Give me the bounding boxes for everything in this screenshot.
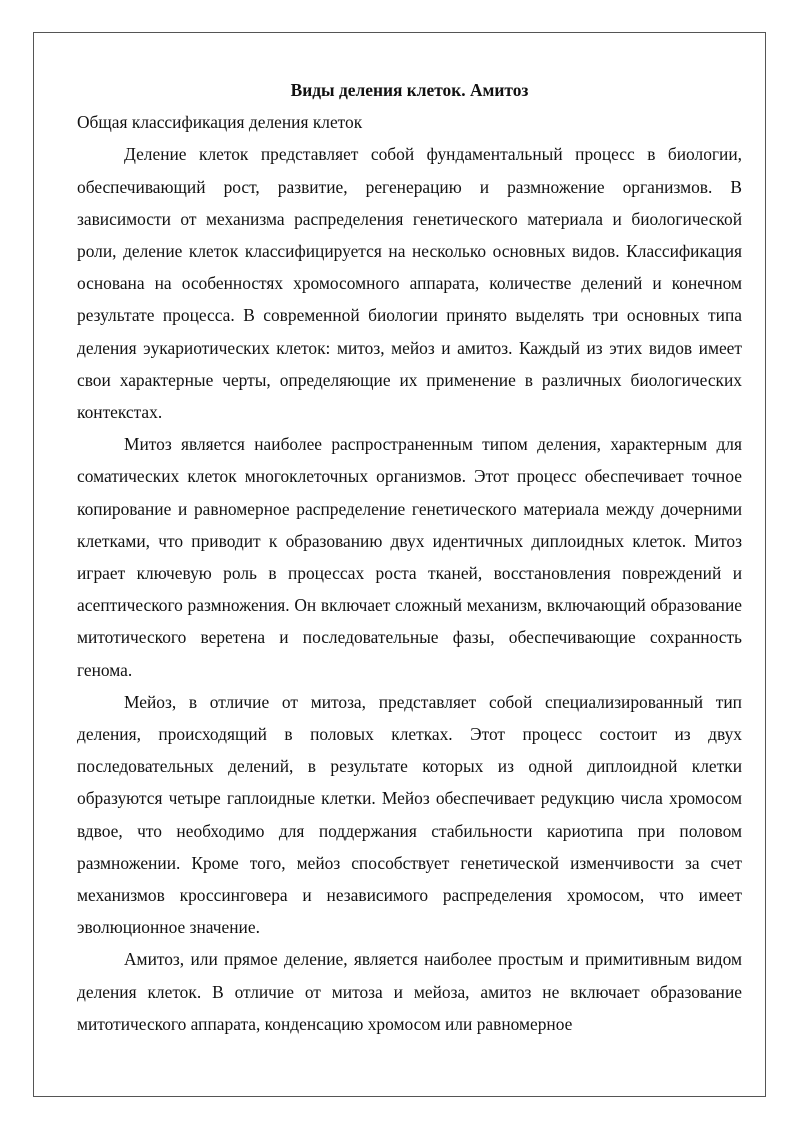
document-page [33,32,766,1097]
document-title: Виды деления клеток. Амитоз [290,80,529,100]
paragraph-meiosis: Мейоз, в отличие от митоза, представляет собой специализированный тип деления, происходящий в половых клетках. Этот процесс состоит из двух последовательных делений, в результате которых из одной диплоидной клетки образуются четыре гаплоидные клетки. Мейоз обеспечивает редукцию числа хромосом вдвое, что необходимо для поддержания стабильности кариотипа при половом размножении. Кроме того, мейоз способствует генетической изменчивости за счет механизмов кроссинговера и независимого распределения хромосом, что имеет эволюционное значение. [77,691,742,938]
paragraph-classification: Деление клеток представляет собой фундаментальный процесс в биологии, обеспечивающий рост, развитие, регенерацию и размножение организмов. В зависимости от механизма распределения генетического материала и биологической роли, деление клеток классифицируется на несколько основных видов. Классификация основана на особенностях хромосомного аппарата, количестве делений и конечном результате процесса. В современной биологии принято выделять три основных типа деления эукариотических клеток: митоз, мейоз и амитоз. Каждый из этих видов имеет свои характерные черты, определяющие их применение в различных биологических контекстах. [77,144,742,423]
paragraph-amitosis: Амитоз, или прямое деление, является наиболее простым и примитивным видом деления клеток. В отличие от митоза и мейоза, амитоз не включает образование митотического аппарата, конденсацию хромосом или равномерное [77,949,742,1034]
section-heading: Общая классификация деления клеток [77,112,363,133]
document-body [77,74,742,1040]
paragraph-mitosis: Митоз является наиболее распространенным типом деления, характерным для соматических клеток многоклеточных организмов. Этот процесс обеспечивает точное копирование и равномерное распределение генетического материала между дочерними клетками, что приводит к образованию двух идентичных диплоидных клеток. Митоз играет ключевую роль в процессах роста тканей, восстановления повреждений и асептического размножения. Он включает сложный механизм, включающий образование митотического веретена и последовательные фазы, обеспечивающие сохранность генома. [77,434,742,680]
